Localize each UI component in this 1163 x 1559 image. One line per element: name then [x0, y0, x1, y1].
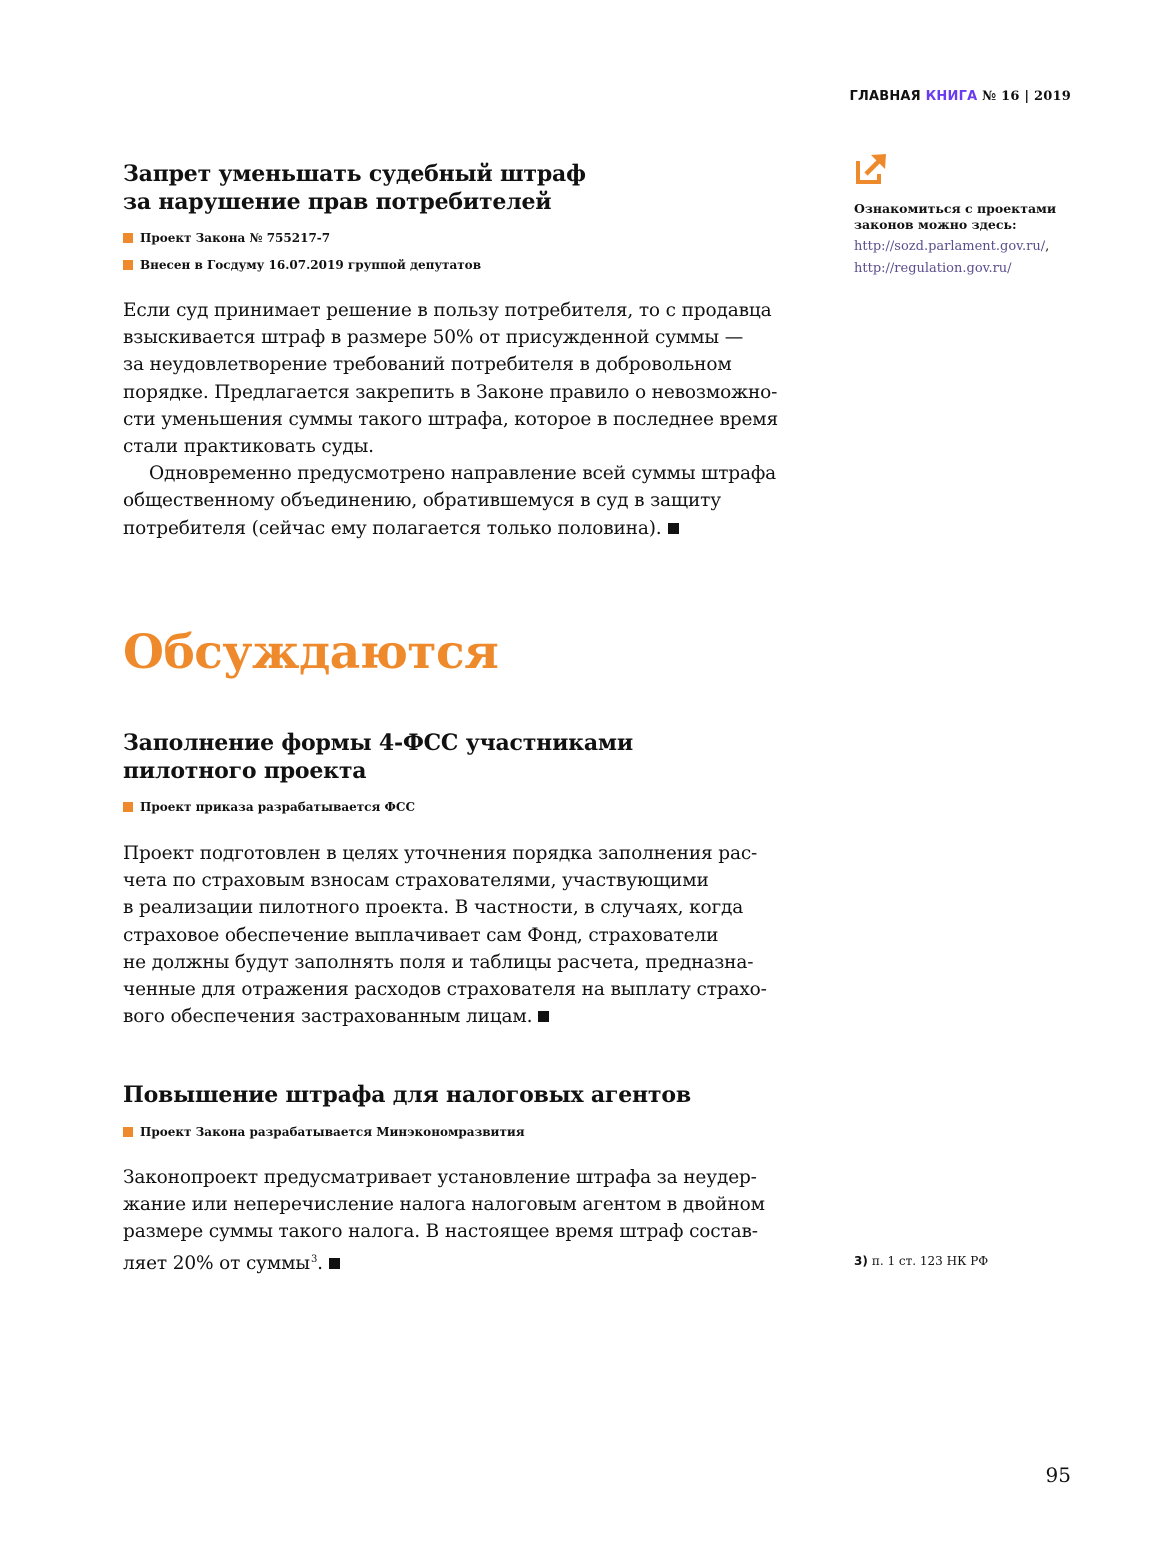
article-body	[123, 840, 813, 1030]
link-sozd[interactable]: http://sozd.parlament.gov.ru/,	[854, 239, 1050, 254]
end-mark-icon	[538, 1011, 549, 1022]
article-meta: Внесен в Госдуму 16.07.2019 группой депутатов	[123, 258, 481, 272]
end-mark-icon	[329, 1258, 340, 1269]
footnote-ref[interactable]: 3	[310, 1253, 318, 1265]
article-meta: Проект Закона № 755217-7	[123, 231, 330, 245]
paragraph: Одновременно предусмотрено направление всей суммы штрафа общественному объединению, обратившемуся в суд в защиту потребителя (сейчас ему полагается только половина).	[123, 463, 777, 539]
orange-square-icon	[123, 1127, 133, 1137]
orange-square-icon	[123, 260, 133, 270]
section-title: Обсуждаются	[123, 625, 499, 680]
external-link-arrow-icon	[854, 152, 888, 186]
issue-number: № 16 | 2019	[982, 89, 1071, 104]
footnote	[854, 1254, 988, 1268]
orange-square-icon	[123, 233, 133, 243]
article-body	[123, 1164, 813, 1277]
page-number: 95	[1045, 1463, 1071, 1487]
paragraph: Проект подготовлен в целях уточнения порядка заполнения рас- чета по страховым взносам страхователями, участвующими в реализации пилотного проекта. В частности, в случаях, когда страховое обеспечение выплачивает сам Фонд, страхователи не должны будут заполнять поля и таблицы расчета, предназна- ченные для отражения расходов страхователя на выплату страхо- вого обеспечения застрахованным лицам.	[123, 843, 767, 1028]
footnote-text: п. 1 ст. 123 НК РФ	[871, 1254, 989, 1268]
paragraph: Законопроект предусматривает установление штрафа за неудер- жание или неперечисление налога налоговым агентом в двойном размере суммы такого налога. В настоящее время штраф состав- ляет 20% от суммы$^3$.	[123, 1167, 765, 1274]
running-header	[849, 89, 1071, 104]
magazine-name-part2: КНИГА	[925, 89, 978, 104]
sidebar-note: Ознакомиться с проектами законов можно здесь:	[854, 201, 1057, 232]
article-title: Запрет уменьшать судебный штраф за нарушение прав потребителей	[123, 161, 586, 215]
sidebar-links	[854, 236, 1094, 280]
article-meta: Проект Закона разрабатывается Минэкономразвития	[123, 1125, 525, 1139]
orange-square-icon	[123, 802, 133, 812]
article-title: Повышение штрафа для налоговых агентов	[123, 1082, 691, 1108]
paragraph: Если суд принимает решение в пользу потребителя, то с продавца взыскивается штраф в размере 50% от присужденной суммы — за неудовлетворение требований потребителя в добровольном порядке. Предлагается закрепить в Законе правило о невозможно- сти уменьшения суммы такого штрафа, которое в последнее время стали практиковать суды.	[123, 300, 778, 458]
article-title: Заполнение формы 4-ФСС участниками пилотного проекта	[123, 730, 633, 784]
end-mark-icon	[668, 523, 679, 534]
article-meta: Проект приказа разрабатывается ФСС	[123, 800, 415, 814]
footnote-marker: 3)	[854, 1254, 868, 1268]
link-regulation[interactable]: http://regulation.gov.ru/	[854, 261, 1012, 276]
article-body	[123, 297, 813, 542]
magazine-name-part1: ГЛАВНАЯ	[849, 89, 921, 104]
